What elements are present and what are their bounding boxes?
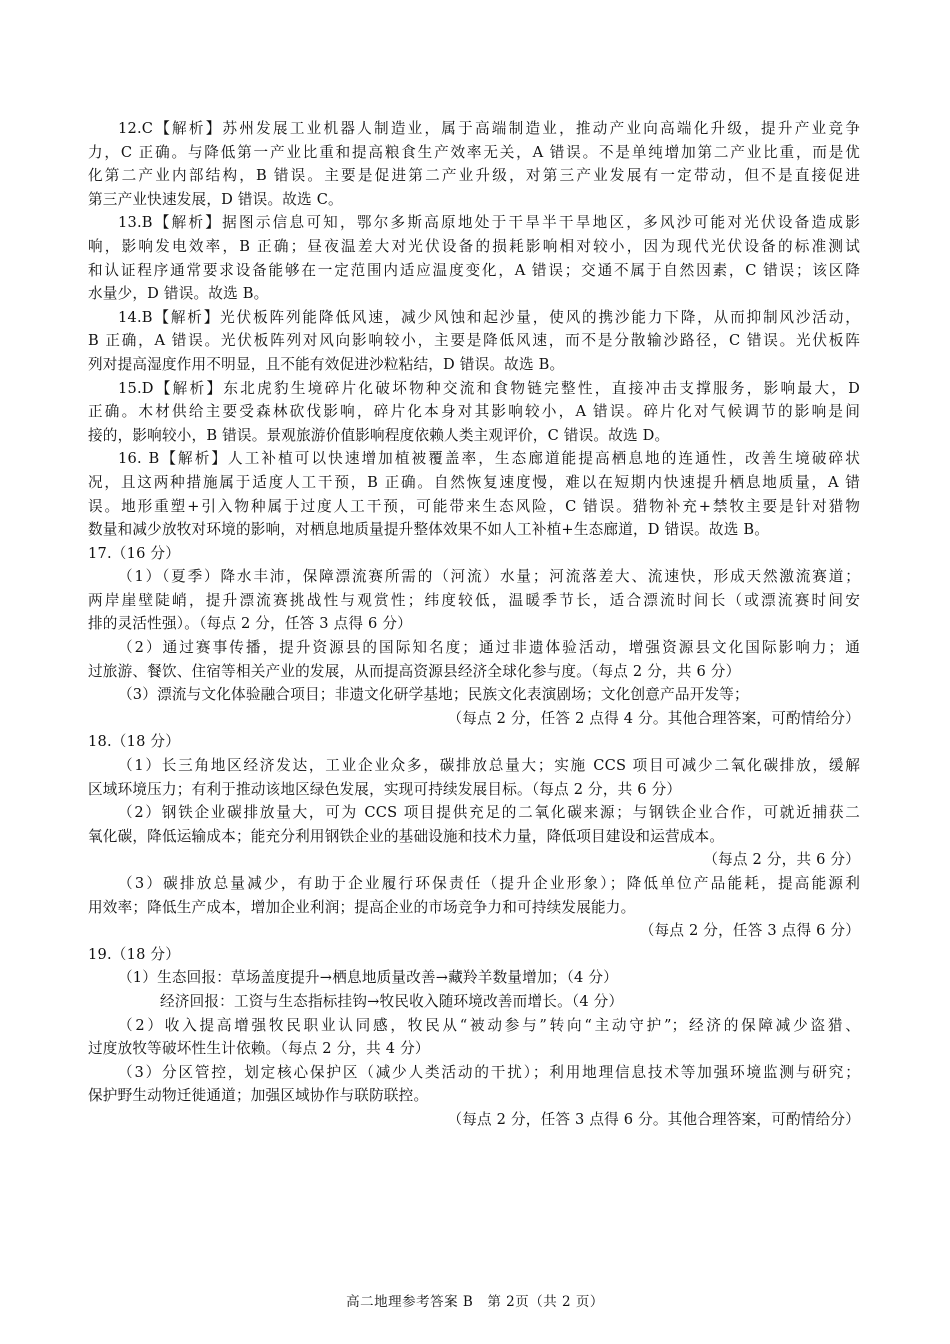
text-line: （3）漂流与文化体验融合项目；非遗文化研学基地；民族文化表演剧场；文化创意产品开发等； bbox=[118, 686, 749, 704]
text-line: 经济回报：工资与生态指标挂钩→牧民收入随环境改善而增长。（4 分） bbox=[160, 992, 624, 1010]
text-line: （1）长三角地区经济发达，工业企业众多，碳排放总量大；实施 CCS 项目可减少二氧化碳排放，缓解 bbox=[118, 757, 860, 775]
text-line: 列对提高湿度作用不明显，且不能有效促进沙粒粘结，D 错误。故选 B。 bbox=[88, 355, 565, 373]
text-line: 两岸崖壁陡峭，提升漂流赛挑战性与观赏性；纬度较低，温暖季节长，适合漂流时间长（或漂流赛时间安 bbox=[88, 591, 860, 609]
text-line: 况，且这两种措施属于适度人工干预，B 正确。自然恢复速度慢，难以在短期内快速提升栖息地质量，A 错 bbox=[88, 473, 860, 491]
text-line: 氧化碳，降低运输成本；能充分利用钢铁企业的基础设施和技术力量，降低项目建设和运营成本。 bbox=[88, 827, 725, 845]
text-line: （每点 2 分，任答 3 点得 6 分。其他合理答案，可酌情给分） bbox=[447, 1110, 860, 1128]
text-line: （每点 2 分，共 6 分） bbox=[703, 851, 860, 869]
text-line: 数量和减少放牧对环境的影响，对栖息地质量提升整体效果不如人工补植+生态廊道，D 错误。故选 B。 bbox=[88, 521, 770, 539]
text-line: 16. B【解析】人工补植可以快速增加植被覆盖率，生态廊道能提高栖息地的连通性，改善生境破碎状 bbox=[118, 450, 860, 468]
text-line: 和认证程序通常要求设备能够在一定范围内适应温度变化，A 错误；交通不属于自然因素，C 错误；该区降 bbox=[88, 261, 860, 279]
text-line: 18.（18 分） bbox=[88, 733, 180, 751]
text-line: 用效率；降低生产成本，增加企业利润；提高企业的市场竞争力和可持续发展能力。 bbox=[88, 898, 636, 916]
text-line: （2）收入提高增强牧民职业认同感，牧民从“被动参与”转向“主动守护”；经济的保障减少盗猎、 bbox=[118, 1016, 860, 1034]
text-line: 17.（16 分） bbox=[88, 544, 180, 562]
page-footer: 高二地理参考答案 B 第 2页（共 2 页） bbox=[346, 1294, 604, 1310]
text-line: 接的，影响较小，B 错误。景观旅游价值影响程度依赖人类主观评价，C 错误。故选 D。 bbox=[88, 426, 670, 444]
text-line: 12.C【解析】苏州发展工业机器人制造业，属于高端制造业，推动产业向高端化升级，提升产业竞争 bbox=[118, 120, 860, 137]
text-line: 15.D【解析】东北虎豹生境碎片化破坏物种交流和食物链完整性，直接冲击支撑服务，影响最大，D bbox=[118, 379, 860, 397]
text-line: 响，影响发电效率，B 正确；昼夜温差大对光伏设备的损耗影响相对较小，因为现代光伏设备的标准测试 bbox=[88, 237, 860, 255]
text-line: （每点 2 分，任答 3 点得 6 分） bbox=[639, 922, 860, 940]
text-line: 正确。木材供给主要受森林砍伐影响，碎片化本身对其影响较小，A 错误。碎片化对气候调节的影响是间 bbox=[88, 403, 860, 421]
text-line: 13.B【解析】据图示信息可知，鄂尔多斯高原地处于干旱半干旱地区，多风沙可能对光伏设备造成影 bbox=[118, 214, 860, 232]
text-line: （3）碳排放总量减少，有助于企业履行环保责任（提升企业形象）；降低单位产品能耗，提高能源利 bbox=[118, 875, 860, 892]
text-line: 化第二产业内部结构，B 错误。主要是促进第二产业升级，对第三产业发展有一定带动，但不是直接促进 bbox=[88, 167, 860, 185]
text-line: （每点 2 分，任答 2 点得 4 分。其他合理答案，可酌情给分） bbox=[447, 709, 860, 727]
text-line: 过度放牧等破坏性生计依赖。（每点 2 分，共 4 分） bbox=[88, 1040, 430, 1058]
text-line: 水量少，D 错误。故选 B。 bbox=[88, 285, 269, 303]
text-line: 19.（18 分） bbox=[88, 945, 180, 963]
text-line: 保护野生动物迁徙通道；加强区域协作与联防联控。 bbox=[88, 1087, 429, 1105]
text-line: 区域环境压力；有利于推动该地区绿色发展，实现可持续发展目标。（每点 2 分，共 6 分） bbox=[88, 780, 682, 798]
text-line: 排的灵活性强）。（每点 2 分，任答 3 点得 6 分） bbox=[88, 615, 412, 633]
text-line: 过旅游、餐饮、住宿等相关产业的发展，从而提高资源县经济全球化参与度。（每点 2 分，共 6 分） bbox=[88, 662, 741, 680]
answer-content bbox=[88, 117, 860, 1132]
text-line: B 正确，A 错误。光伏板阵列对风向影响较小，主要是降低风速，而不是分散输沙路径，C 错误。光伏板阵 bbox=[88, 332, 860, 350]
text-line: （1）生态回报：草场盖度提升→栖息地质量改善→藏羚羊数量增加；（4 分） bbox=[118, 969, 618, 987]
text-line: （1）（夏季）降水丰沛，保障漂流赛所需的（河流）水量；河流落差大、流速快，形成天然激流赛道； bbox=[118, 568, 860, 586]
text-line: （2）钢铁企业碳排放量大，可为 CCS 项目提供充足的二氧化碳来源；与钢铁企业合作，可就近捕获二 bbox=[118, 804, 860, 822]
text-line: 14.B【解析】光伏板阵列能降低风速，减少风蚀和起沙量，使风的携沙能力下降，从而抑制风沙活动， bbox=[118, 308, 860, 326]
text-line: （3）分区管控，划定核心保护区（减少人类活动的干扰）；利用地理信息技术等加强环境监测与研究； bbox=[118, 1063, 860, 1081]
text-line: （2）通过赛事传播，提升资源县的国际知名度；通过非遗体验活动，增强资源县文化国际影响力；通 bbox=[118, 639, 860, 657]
text-line: 第三产业快速发展，D 错误。故选 C。 bbox=[88, 190, 343, 208]
text-line: 力，C 正确。与降低第一产业比重和提高粮食生产效率无关，A 错误。不是单纯增加第二产业比重，而是优 bbox=[88, 143, 860, 161]
text-line: 误。地形重塑+引入物种属于过度人工干预，可能带来生态风险，C 错误。猎物补充+禁牧主要是针对猎物 bbox=[88, 497, 860, 515]
